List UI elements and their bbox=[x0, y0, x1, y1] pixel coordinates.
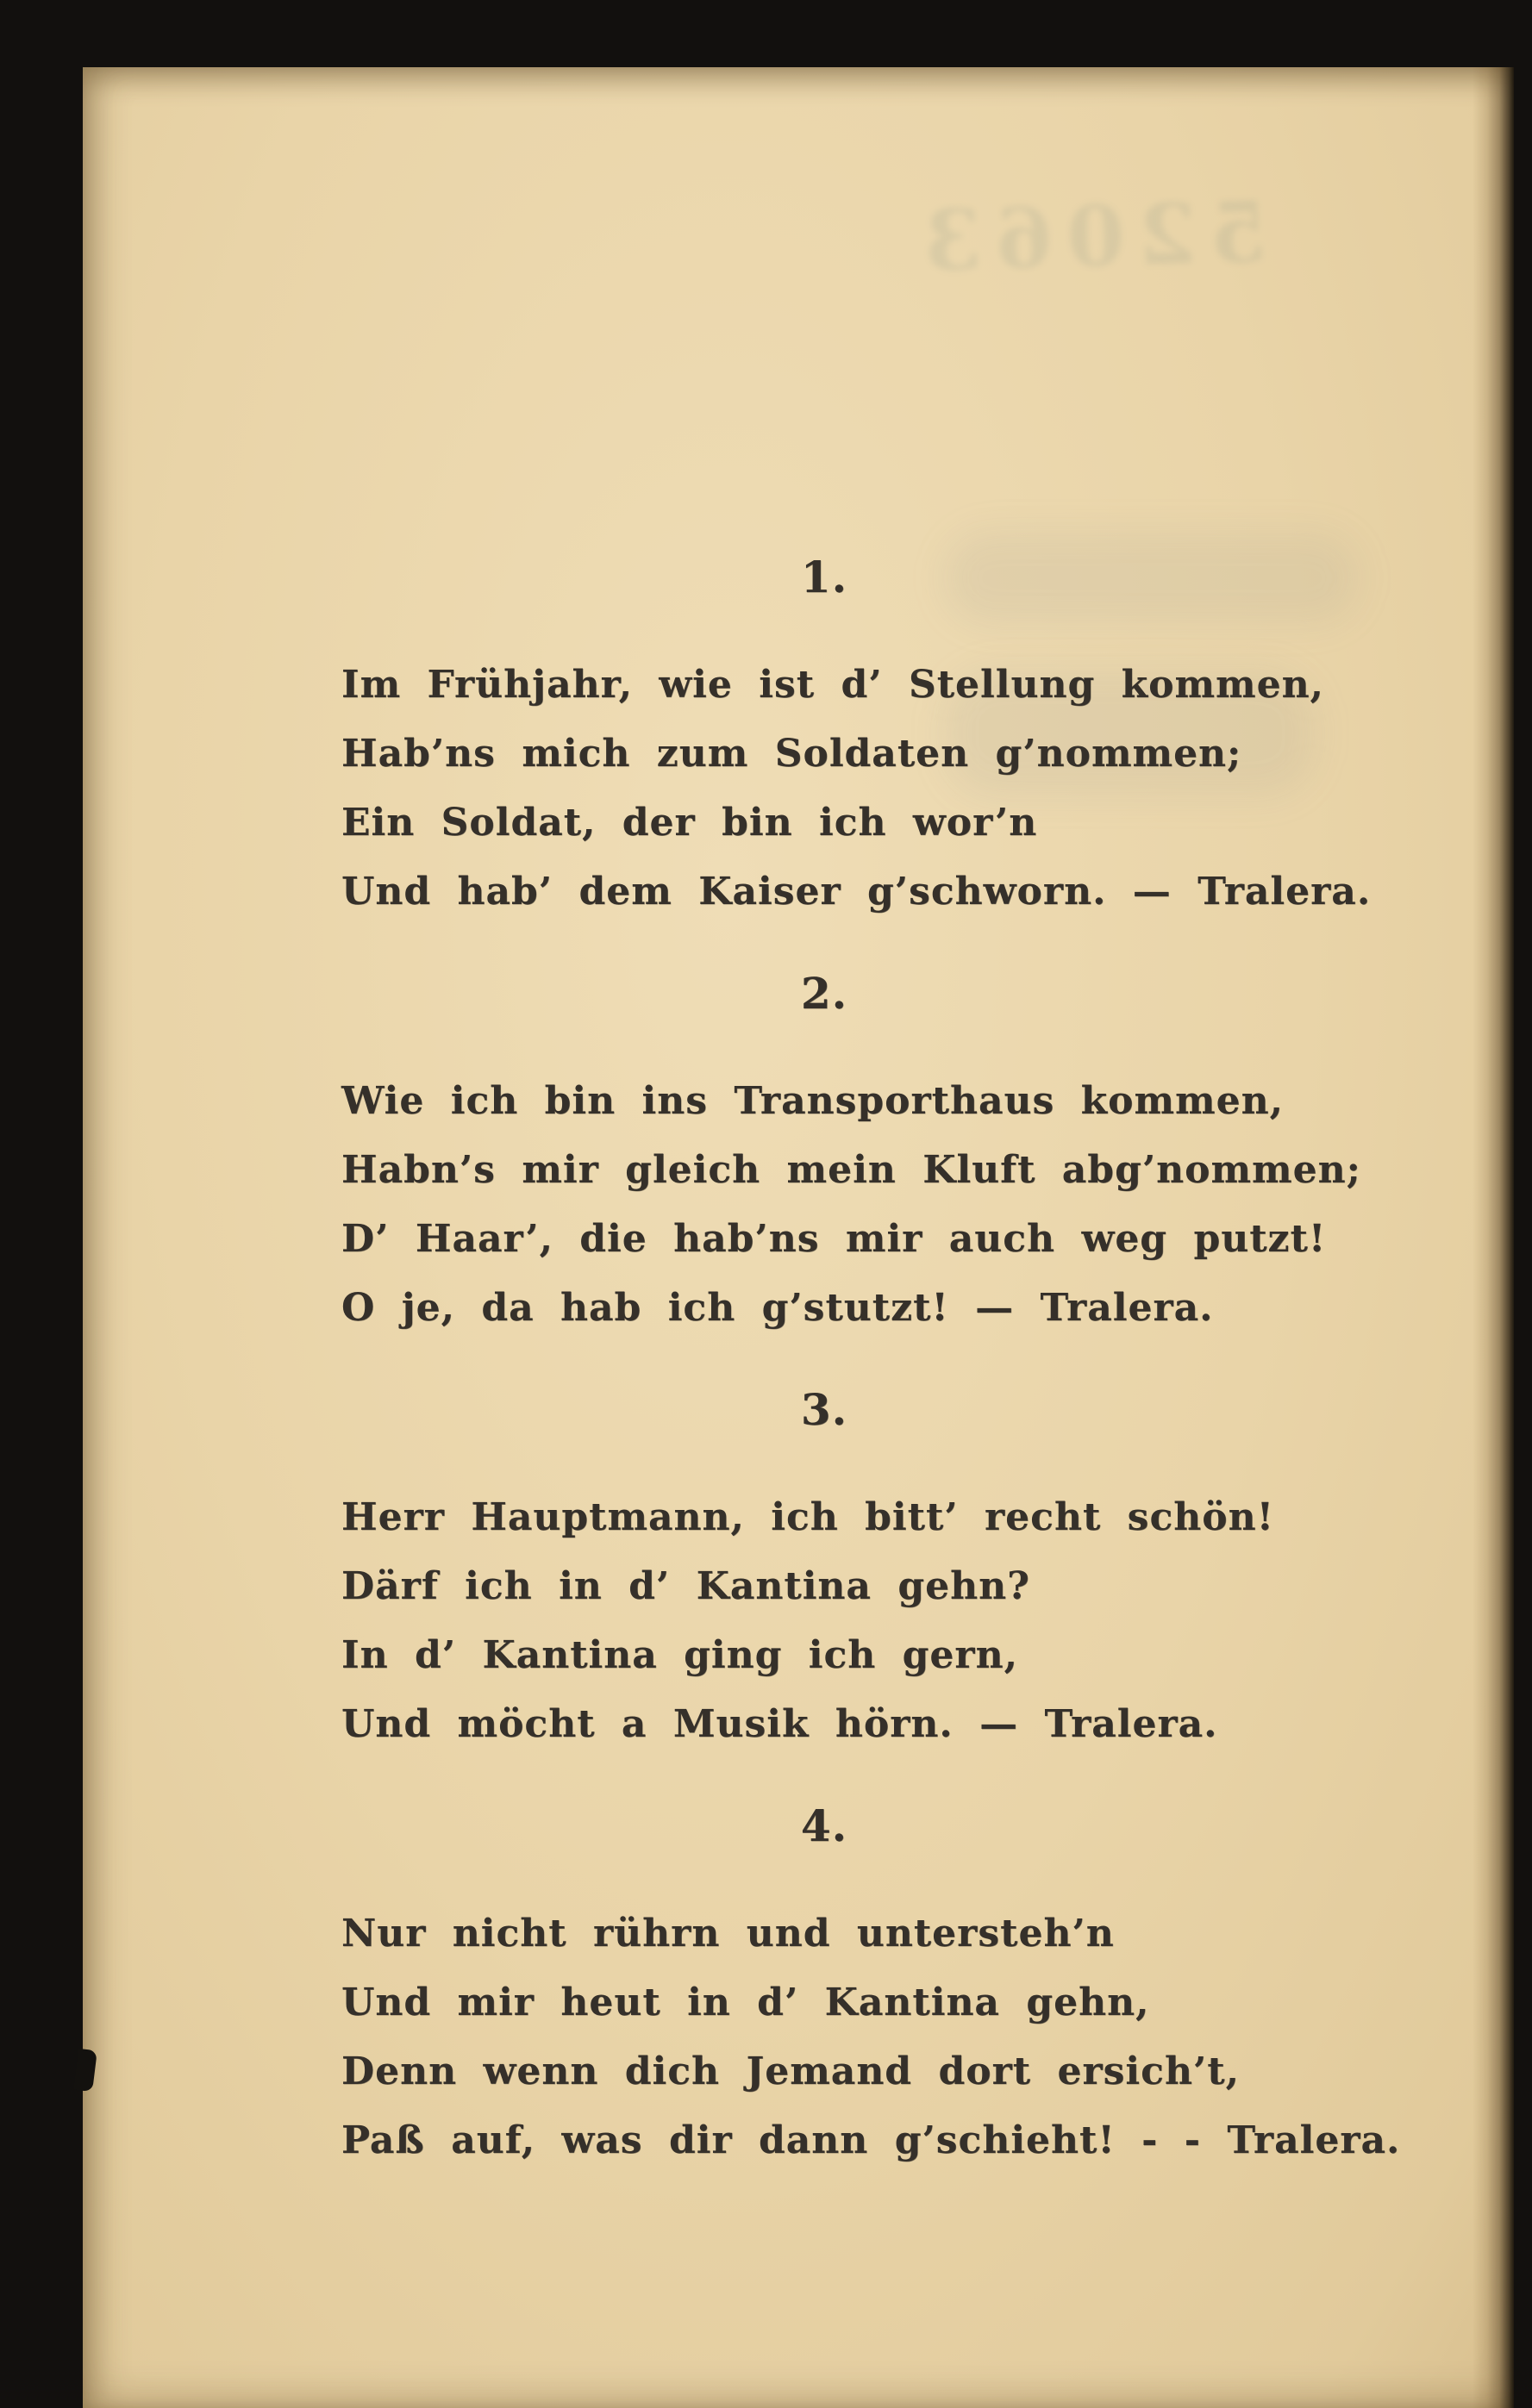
verse-line: Und möcht a Musik hörn. — Tralera. bbox=[341, 1702, 1218, 1746]
stanza-number: 1. bbox=[800, 552, 848, 602]
stanza-lines bbox=[341, 1067, 1361, 1343]
verse-line: Herr Hauptmann, ich bitt’ recht schön! bbox=[341, 1495, 1274, 1539]
verse-line: D’ Haar’, die hab’ns mir auch weg putzt! bbox=[341, 1217, 1327, 1261]
verse-line: Und hab’ dem Kaiser g’schworn. — Tralera. bbox=[341, 870, 1372, 914]
stanza-1 bbox=[341, 543, 1372, 926]
stanza-number: 3. bbox=[800, 1384, 848, 1435]
verse-line: In d’ Kantina ging ich gern, bbox=[341, 1633, 1018, 1677]
verse-line: Habn’s mir gleich mein Kluft abg’nommen; bbox=[341, 1148, 1361, 1192]
stanza-lines bbox=[341, 651, 1372, 926]
verse-line: Därf ich in d’ Kantina gehn? bbox=[341, 1564, 1030, 1608]
stanza-lines bbox=[341, 1900, 1401, 2175]
stanza-2 bbox=[341, 959, 1361, 1343]
verse-line: Wie ich bin ins Transporthaus kommen, bbox=[341, 1079, 1284, 1123]
verse-content bbox=[341, 543, 1401, 2208]
verse-line: Nur nicht rührn und untersteh’n bbox=[341, 1912, 1115, 1956]
page-fold-shadow bbox=[1473, 67, 1514, 2408]
stanza-lines bbox=[341, 1483, 1307, 1759]
edge-notch bbox=[73, 2049, 97, 2092]
stanza-3 bbox=[341, 1376, 1307, 1759]
stanza-number: 4. bbox=[800, 1800, 848, 1851]
stanza-number: 2. bbox=[800, 968, 848, 1019]
verse-line: Ein Soldat, der bin ich wor’n bbox=[341, 801, 1038, 845]
verse-line: Und mir heut in d’ Kantina gehn, bbox=[341, 1981, 1150, 2024]
showthrough-number: 52063 bbox=[909, 183, 1269, 290]
verse-line: O je, da hab ich g’stutzt! — Tralera. bbox=[341, 1286, 1214, 1330]
verse-line: Denn wenn dich Jemand dort ersich’t, bbox=[341, 2049, 1240, 2093]
verse-line: Paß auf, was dir dann g’schieht! - - Tralera. bbox=[341, 2118, 1401, 2162]
stanza-4 bbox=[341, 1792, 1401, 2175]
verse-line: Im Frühjahr, wie ist d’ Stellung kommen, bbox=[341, 663, 1324, 707]
book-page bbox=[83, 67, 1514, 2408]
verse-line: Hab’ns mich zum Soldaten g’nommen; bbox=[341, 732, 1242, 776]
